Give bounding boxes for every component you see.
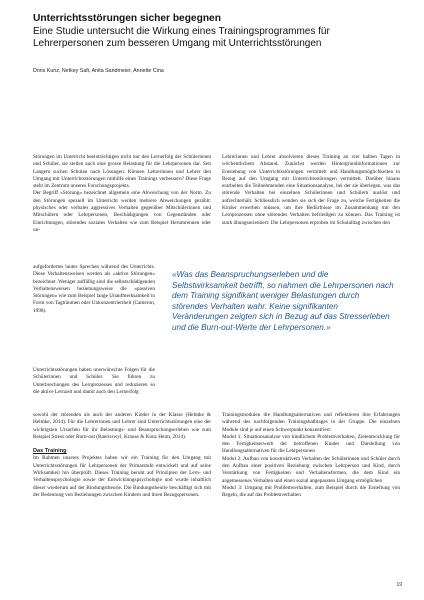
pull-quote: «Was das Beanspruchungserleben und die Selbstwirksamkeit betrifft, so nahmen die Lehrpersonen nach dem Training signifikant weniger Belastungen durch störendes Verhalten wahr. Keine signifikanten Veränderungen zeigten sich in Bezug auf das Stresserleben und die Burn-out-Werte der Lehrpersonen.» <box>172 270 394 332</box>
article-title: Unterrichtsstörungen sicher begegnen <box>33 13 221 24</box>
left-column-lower <box>33 412 211 499</box>
left-column-wrap-2 <box>33 367 155 396</box>
module-1-text: Modul 1: Situationsanalyse von kindlichem Problemverhalten, Zielentwicklung für den Fertigkeitserwerb der betroffenen Kinder und Darstellung von Handlungsalternativen für die Lehrpersonen <box>222 433 400 455</box>
left-paragraph-training: Im Rahmen unseres Projektes haben wir ein Training für den Umgang mit Unterrichtsstörungen für Lehrpersonen der Primarstufe entwickelt und auf seine Wirksamkeit hin überprüft. Dieses Training beruht auf Prinzipien der Lern- und Verhaltenspsychologie sowie der Entwicklungspsychologie und wurde inhaltlich dieser wiederum auf der Bindungstheorie. Die Bindungstheorie beschäftigt sich mit der Bedeutung von Beziehungen zwischen Kindern und ihren Bezugspersonen. <box>33 455 211 498</box>
module-2-text: Modul 2: Aufbau von konstruktivem Verhalten der Schülerinnen und Schüler durch den Aufbau einer positiven Beziehung zwischen Lehrperson und Kind, durch Verstärkung von Fertigkeiten und Verhaltensformen, die dem Kind ein angemessenes Verhalten und einen sozial angepassten Umgang ermöglichen <box>222 455 400 484</box>
left-column-wrap-1 <box>33 264 155 315</box>
left-paragraph-definition-cont: aufgefordertes lautes Sprechen während des Unterrichts. Diese Verhaltensweisen werden als «aktive Störungen» bezeichnet. Weniger auffällig sind die selbstschädigenden Verhaltensweisen beziehungsweise die «passiven Störungen» wie zum Beispiel lange Unaufmerksamkeit in Form von Tagträumen oder Unkonzentriertheit (Cameron, 1998). <box>33 264 156 314</box>
left-paragraph-consequences-cont: sowohl der störenden als auch der anderen Kinder in der Klasse (Helmke & Helmke, 2014). Für die Lehrerinnen und Lehrer sind Unterrichtsstörungen eine der wichtigsten Ursachen für ihr Belastungs- und Beanspruchungserleben wie zum Beispiel Stress oder Burn-out (Baerisswyl, Krause & Kunz Heim, 2014). <box>33 412 211 440</box>
page-number: 19 <box>396 582 402 588</box>
left-paragraph-definition: Der Begriff «Störung» bezeichnet allgemein eine Abweichung von der Norm. Zu den Störungen speziell im Unterricht werden mehrere Abweichungen gezählt: physisches oder verbales aggressives Verhalten gegenüber Mitschülerinnen und Mitschülern oder Lehrpersonen, Beschädigungen von Gegenständen oder Einrichtungen, störendes soziales Verhalten wie zum Beispiel Herumrennen oder un- <box>33 190 211 233</box>
right-paragraph-training-structure: Lehrerinnen und Lehrer absolvieren dieses Training an vier halben Tagen in wöchentlichem Abstand. Zunächst werden Hintergrundinformationen zur Entstehung von Unterrichtsstörungen vermittelt und Handlungsmöglichkeiten in Bezug auf den Umgang mit Unterrichtsstörungen vermittelt. Darüber hinaus erarbeiten die Teilnehmenden eine Situationsanalyse, bei der sie überlegen, was das störende Verhalten bei einzelnen Schülerinnen und Schülern auslöst und aufrechterhält. Schliesslich wenden sie sich der Frage zu, welche Fertigkeiten die Kinder erwerben müssen, um ihre Bedürfnisse im Zusammenhang mit den Lernprozessen ohne störendes Verhalten befriedigen zu können. Das Training ist stark übungsorientiert: Die Lehrpersonen erproben im Schulalltag zwischen den <box>222 154 400 226</box>
right-paragraph-modules-intro: Trainingsmodulen die Handlungsalternativen und reflektieren ihre Erfahrungen während des nachfolgenden Trainingshalbtages in der Gruppe. Die einzelnen Module sind je auf einen Schwerpunkt konzentriert: <box>222 412 400 433</box>
section-heading-training: Das Training <box>33 448 67 455</box>
right-column-upper <box>222 154 400 227</box>
left-paragraph-consequences: Unterrichtsstörungen haben unerwünschte Folgen für die Schülerinnen und Schüler. Sie führen zu Unterbrechungen des Lernprozesses und reduzieren so die aktive Lernzeit und damit auch den Lernerfolg <box>33 367 155 395</box>
left-paragraph-intro: Störungen im Unterricht beeinträchtigen nicht nur den Lernerfolg der Schülerinnen und Schüler, sie stellen auch eine grosse Belastung für die Lehrpersonen dar. Seit Langem suchen Schulen nach Lösungen. Können Lehrerinnen und Lehrer den Umgang mit Unterrichtsstörungen mithilfe eines Trainings verbessern? Diese Frage steht im Zentrum unseres Forschungsprojekts. <box>33 154 211 190</box>
article-subtitle: Eine Studie untersucht die Wirkung eines Trainingsprogrammes für Lehrerpersonen zum besseren Umgang mit Unterrichtsstörungen <box>33 26 330 49</box>
left-column <box>33 154 211 234</box>
module-3-text: Modul 3: Umgang mit Problemverhalten, zum Beispiel durch die Erstellung von Regeln, die auf das Problemverhalten <box>222 484 400 499</box>
article-authors: Doris Kunz, Netkey Safi, Anita Sandmeier, Annette Cina <box>33 68 164 74</box>
right-column-lower <box>222 412 400 500</box>
